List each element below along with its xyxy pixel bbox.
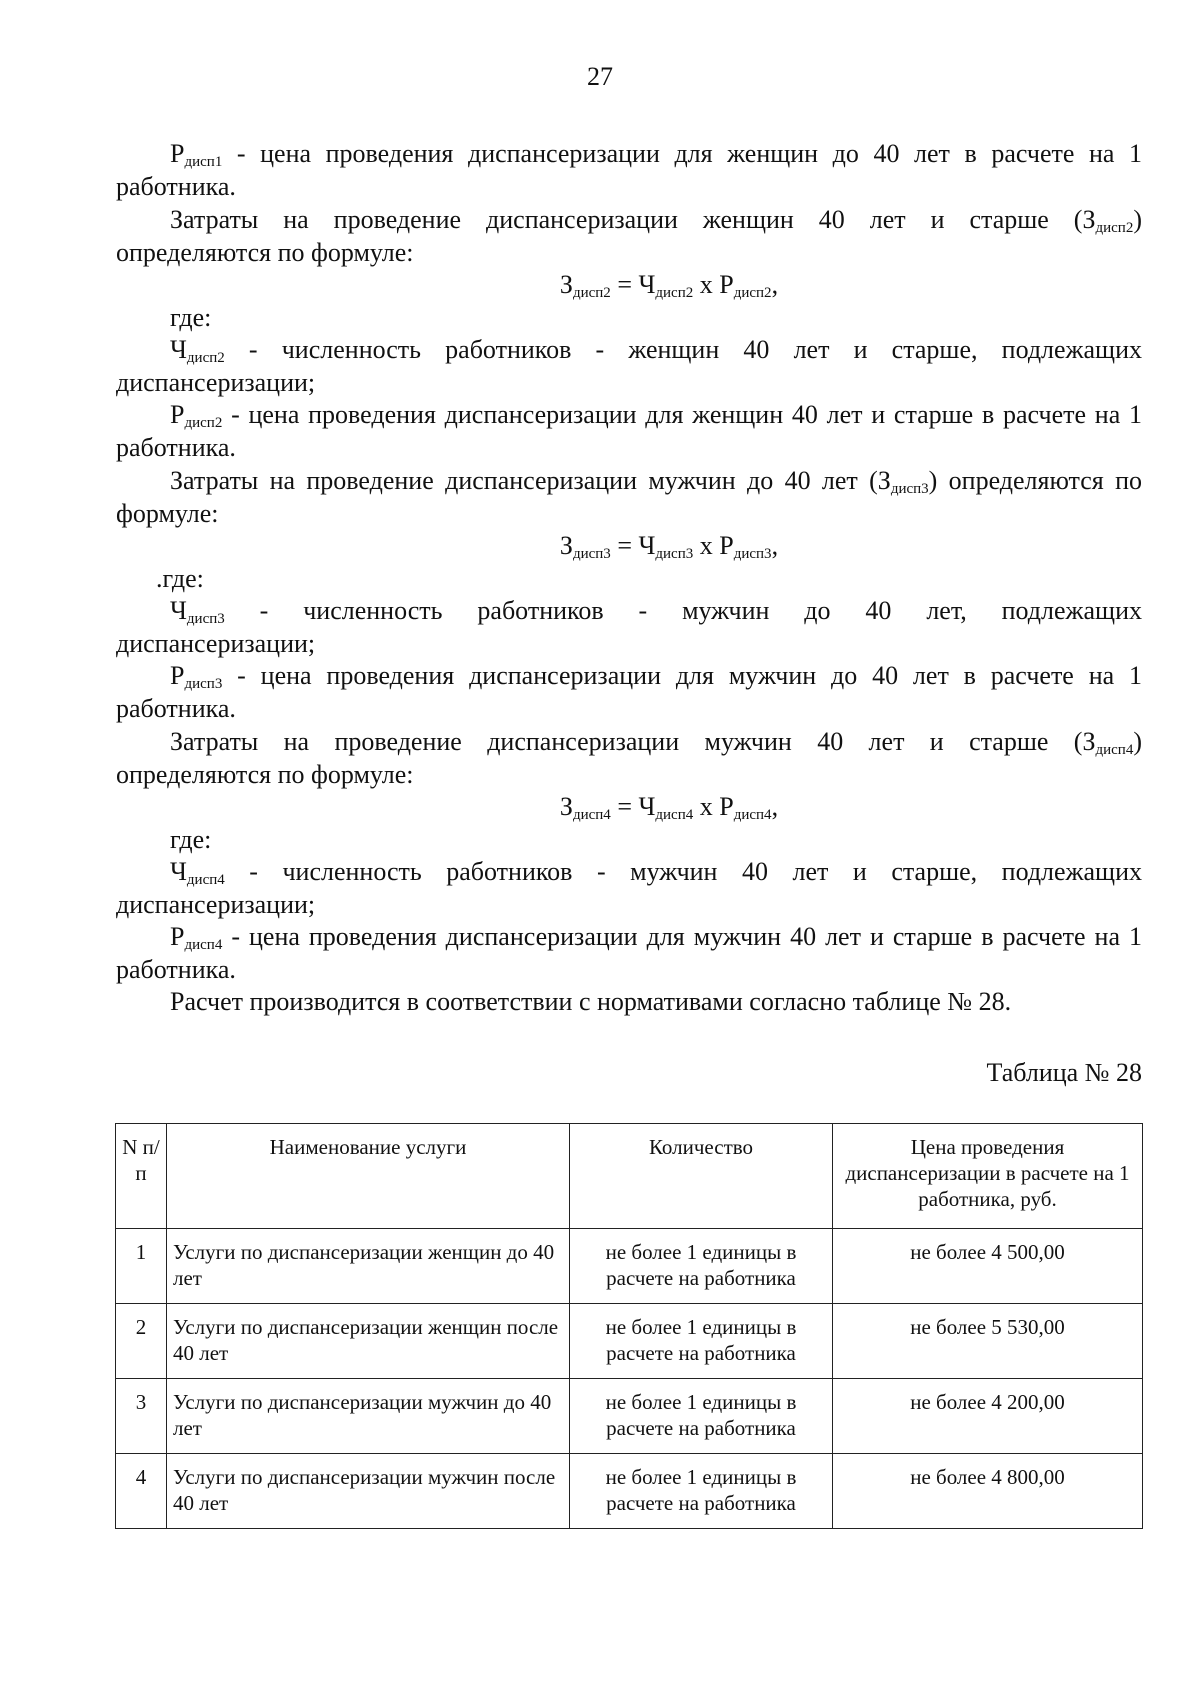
cell-price: не более 4 200,00 xyxy=(833,1379,1143,1454)
var-subscript: дисп4 xyxy=(184,937,223,953)
formula-disp4 xyxy=(116,791,1142,824)
formula-term: х Р xyxy=(693,270,734,299)
var-subscript: дисп2 xyxy=(184,415,223,431)
formula-term: х Р xyxy=(693,792,734,821)
paragraph-text: ) xyxy=(1133,205,1142,234)
var-subscript: дисп3 xyxy=(186,611,225,627)
cell-service-name: Услуги по диспансеризации женщин после 40 лет xyxy=(167,1304,570,1379)
paragraph-text: Затраты на проведение диспансеризации мужчин 40 лет и старше (З xyxy=(170,727,1096,756)
formula-term: З xyxy=(559,531,573,560)
paragraph-p6-cont: диспансеризации; xyxy=(116,628,316,658)
cell-number: 2 xyxy=(116,1304,167,1379)
formula-subscript: дисп4 xyxy=(572,807,611,823)
cell-number: 4 xyxy=(116,1454,167,1529)
formula-subscript: дисп2 xyxy=(655,285,694,301)
paragraph-text: - численность работников - мужчин до 40 лет, подлежащих xyxy=(224,596,1142,625)
var-subscript: дисп3 xyxy=(184,676,223,692)
paragraph-text: Затраты на проведение диспансеризации женщин 40 лет и старше (З xyxy=(170,205,1096,234)
cell-number: 1 xyxy=(116,1229,167,1304)
formula-subscript: дисп2 xyxy=(572,285,611,301)
where-label: .где: xyxy=(156,563,204,593)
paragraph-p10 xyxy=(116,921,1142,986)
table-row xyxy=(116,1229,1143,1304)
paragraph-p4 xyxy=(116,399,1142,464)
cell-service-name: Услуги по диспансеризации мужчин после 40 лет xyxy=(167,1454,570,1529)
formula-disp3 xyxy=(116,530,1142,563)
paragraph-text: ) определяются по формуле: xyxy=(116,466,1142,528)
var-subscript: дисп4 xyxy=(186,872,225,888)
formula-subscript: дисп4 xyxy=(655,807,694,823)
formula-term: = Ч xyxy=(610,531,656,560)
var-p: Р xyxy=(170,922,185,951)
var-ch: Ч xyxy=(170,335,187,364)
var-subscript: дисп1 xyxy=(184,154,223,170)
table-row xyxy=(116,1454,1143,1529)
paragraph-p9-cont: диспансеризации; xyxy=(116,889,316,919)
cell-service-name: Услуги по диспансеризации женщин до 40 лет xyxy=(167,1229,570,1304)
where-label: где: xyxy=(170,824,212,854)
cell-number: 3 xyxy=(116,1379,167,1454)
formula-subscript: дисп3 xyxy=(733,546,772,562)
body-text xyxy=(116,138,1142,1019)
paragraph-p2-cont: определяются по формуле: xyxy=(116,237,414,267)
var-p: Р xyxy=(170,400,185,429)
cell-price: не более 4 500,00 xyxy=(833,1229,1143,1304)
var-subscript: дисп4 xyxy=(1095,742,1134,758)
paragraph-p2 xyxy=(116,204,1142,237)
where-label: где: xyxy=(170,302,212,332)
paragraph-text: - цена проведения диспансеризации для женщин до 40 лет в расчете на 1 работника. xyxy=(116,139,1142,201)
var-p: Р xyxy=(170,139,185,168)
paragraph-p5 xyxy=(116,465,1142,530)
var-subscript: дисп2 xyxy=(186,350,225,366)
paragraph-p3 xyxy=(116,334,1142,367)
cell-price: не более 4 800,00 xyxy=(833,1454,1143,1529)
paragraph-p3-cont: диспансеризации; xyxy=(116,367,316,397)
paragraph-p8 xyxy=(116,726,1142,759)
paragraph-p11: Расчет производится в соответствии с нормативами согласно таблице № 28. xyxy=(170,987,1012,1016)
formula-term: , xyxy=(771,531,779,560)
paragraph-text: - численность работников - женщин 40 лет и старше, подлежащих xyxy=(224,335,1142,364)
header-number: N п/п xyxy=(116,1124,167,1229)
table-row xyxy=(116,1304,1143,1379)
header-service-name: Наименование услуги xyxy=(167,1124,570,1229)
var-ch: Ч xyxy=(170,857,187,886)
cell-price: не более 5 530,00 xyxy=(833,1304,1143,1379)
formula-term: З xyxy=(559,792,573,821)
formula-subscript: дисп4 xyxy=(733,807,772,823)
formula-term: , xyxy=(771,270,779,299)
paragraph-text: - цена проведения диспансеризации для женщин 40 лет и старше в расчете на 1 работника. xyxy=(116,400,1142,462)
var-ch: Ч xyxy=(170,596,187,625)
page-number: 27 xyxy=(587,62,613,91)
formula-disp2 xyxy=(116,269,1142,302)
paragraph-p6 xyxy=(116,595,1142,628)
var-subscript: дисп3 xyxy=(890,481,929,497)
table-caption: Таблица № 28 xyxy=(986,1058,1142,1087)
paragraph-text: - цена проведения диспансеризации для мужчин до 40 лет в расчете на 1 работника. xyxy=(116,661,1142,723)
cell-quantity: не более 1 единицы в расчете на работника xyxy=(570,1454,833,1529)
paragraph-p1 xyxy=(116,138,1142,203)
paragraph-p7 xyxy=(116,660,1142,725)
formula-subscript: дисп3 xyxy=(572,546,611,562)
formula-subscript: дисп2 xyxy=(733,285,772,301)
norms-table xyxy=(115,1123,1143,1529)
paragraph-text: ) xyxy=(1133,727,1142,756)
var-p: Р xyxy=(170,661,185,690)
cell-service-name: Услуги по диспансеризации мужчин до 40 лет xyxy=(167,1379,570,1454)
paragraph-text: - цена проведения диспансеризации для мужчин 40 лет и старше в расчете на 1 работника. xyxy=(116,922,1142,984)
paragraph-p9 xyxy=(116,856,1142,889)
table-row xyxy=(116,1379,1143,1454)
header-price: Цена проведения диспансеризации в расчете на 1 работника, руб. xyxy=(833,1124,1143,1229)
formula-term: х Р xyxy=(693,531,734,560)
formula-subscript: дисп3 xyxy=(655,546,694,562)
paragraph-p8-cont: определяются по формуле: xyxy=(116,759,414,789)
paragraph-text: - численность работников - мужчин 40 лет и старше, подлежащих xyxy=(224,857,1142,886)
cell-quantity: не более 1 единицы в расчете на работника xyxy=(570,1229,833,1304)
cell-quantity: не более 1 единицы в расчете на работника xyxy=(570,1304,833,1379)
paragraph-text: Затраты на проведение диспансеризации мужчин до 40 лет (З xyxy=(170,466,891,495)
formula-term: = Ч xyxy=(610,792,656,821)
header-quantity: Количество xyxy=(570,1124,833,1229)
formula-term: = Ч xyxy=(610,270,656,299)
cell-quantity: не более 1 единицы в расчете на работника xyxy=(570,1379,833,1454)
var-subscript: дисп2 xyxy=(1095,220,1134,236)
table-header-row xyxy=(116,1124,1143,1229)
formula-term: , xyxy=(771,792,779,821)
formula-term: З xyxy=(559,270,573,299)
